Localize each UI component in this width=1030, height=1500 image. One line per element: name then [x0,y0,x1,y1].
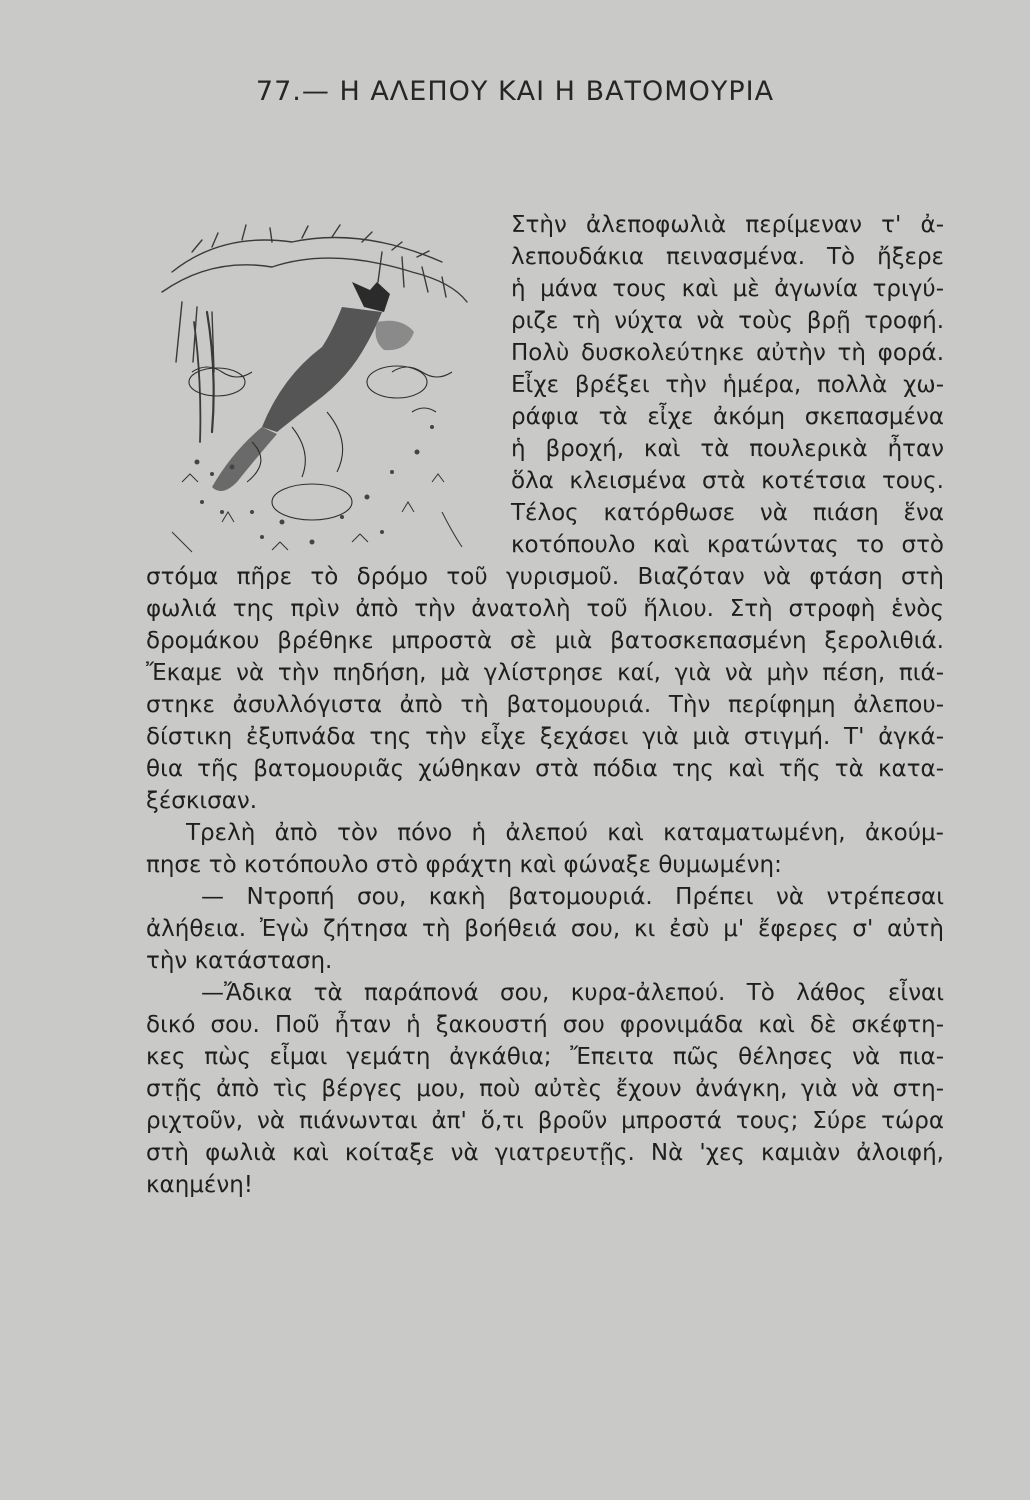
text-line: ξέσκισαν. [146,788,258,814]
text-line: δρομάκου βρέθηκε μπροστὰ σὲ μιὰ βατοσκεπασμένη ξερολιθιά. [146,628,944,654]
text-line: πησε τὸ κοτόπουλο στὸ φράχτη καὶ φώναξε θυμωμένη: [146,852,782,878]
text-line: στὴ φωλιὰ καὶ κοίταξε νὰ γιατρευτῇς. Νὰ 'χες καμιὰν ἀλοιφή, [146,1140,944,1166]
text-line: ἡ μάνα τους καὶ μὲ ἀγωνία τριγύ- [511,276,944,302]
text-line: Στὴν ἀλεποφωλιὰ περίμεναν τ' ἀ- [511,212,944,238]
text-line: δίστικη ἐξυπνάδα της τὴν εἶχε ξεχάσει γιὰ μιὰ στιγμή. Τ' ἀγκά- [146,724,944,750]
text-line: Τρελὴ ἀπὸ τὸν πόνο ἡ ἀλεπού καὶ καταματωμένη, ἀκούμ- [186,820,944,846]
text-line: τὴν κατάσταση. [146,948,333,974]
text-line: θια τῆς βατομουριᾶς χώθηκαν στὰ πόδια της καὶ τῆς τὰ κατα- [146,756,944,782]
text-line: ἀλήθεια. Ἐγὼ ζήτησα τὴ βοήθειά σου, κι ἐσὺ μ' ἔφερες σ' αὐτὴ [146,916,944,942]
text-line: ριζε τὴ νύχτα νὰ τοὺς βρῇ τροφή. [511,308,944,334]
page-title: 77.— Η ΑΛΕΠΟΥ ΚΑΙ Η ΒΑΤΟΜΟΥΡΙΑ [255,76,775,107]
text-line: Εἶχε βρέξει τὴν ἡμέρα, πολλὰ χω- [511,372,944,398]
text-line: ριχτοῦν, νὰ πιάνωνται ἀπ' ὅ,τι βροῦν μπροστά τους; Σύρε τώρα [146,1108,944,1134]
text-line: στηκε ἀσυλλόγιστα ἀπὸ τὴ βατομουριά. Τὴν περίφημη ἀλεπου- [146,692,944,718]
text-line: στόμα πῆρε τὸ δρόμο τοῦ γυρισμοῦ. Βιαζόταν νὰ φτάση στὴ [146,564,944,590]
text-line: ράφια τὰ εἶχε ἀκόμη σκεπασμένα [511,404,944,430]
fox-illustration [152,212,474,560]
text-line: στῇς ἀπὸ τὶς βέργες μου, ποὺ αὐτὲς ἔχουν ἀνάγκη, γιὰ νὰ στη- [146,1076,944,1102]
text-line: φωλιά της πρὶν ἀπὸ τὴν ἀνατολὴ τοῦ ἥλιου. Στὴ στροφὴ ἑνὸς [146,596,944,622]
text-line: ὅλα κλεισμένα στὰ κοτέτσια τους. [511,468,944,494]
text-line: κοτόπουλο καὶ κρατώντας το στὸ [511,532,944,558]
text-line: λεπουδάκια πεινασμένα. Τὸ ἤξερε [511,244,944,270]
text-line: κες πὼς εἶμαι γεμάτη ἀγκάθια; Ἔπειτα πῶς θέλησες νὰ πια- [146,1044,944,1070]
text-line: δικό σου. Ποῦ ἦταν ἡ ξακουστή σου φρονιμάδα καὶ δὲ σκέφτη- [146,1012,944,1038]
text-line: Τέλος κατόρθωσε νὰ πιάση ἕνα [511,500,944,526]
text-line: ἡ βροχή, καὶ τὰ πουλερικὰ ἦταν [511,436,944,462]
text-line: καημένη! [146,1172,254,1198]
text-line: —Ἄδικα τὰ παράπονά σου, κυρα-ἀλεπού. Τὸ λάθος εἶναι [201,980,944,1006]
text-line: Πολὺ δυσκολεύτηκε αὐτὴν τὴ φορά. [511,340,944,366]
text-line: Ἔκαμε νὰ τὴν πηδήση, μὰ γλίστρησε καί, γιὰ νὰ μὴν πέση, πιά- [146,660,944,686]
text-line: — Ντροπή σου, κακὴ βατομουριά. Πρέπει νὰ ντρέπεσαι [201,884,944,910]
